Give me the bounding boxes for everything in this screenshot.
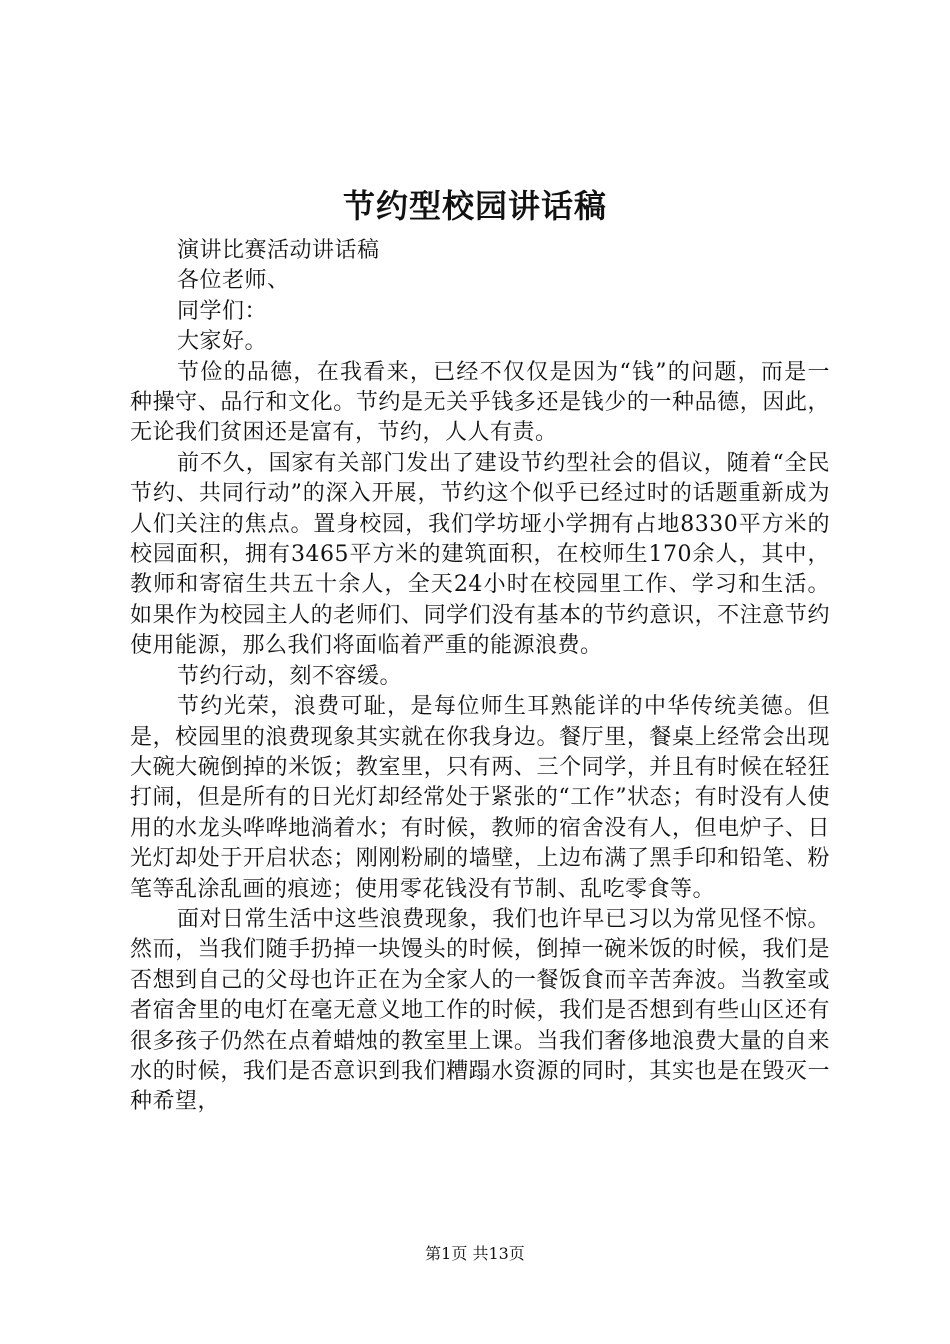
paragraph-subtitle: 演讲比赛活动讲话稿 [177,238,380,263]
paragraph-greeting: 大家好。 [177,329,268,355]
document-title: 节约型校园讲话稿 [342,187,607,225]
paragraph-national-initiative: 前不久，国家有关部门发出了建设节约型社会的倡议，随着“全民节约、共同行动”的深入开展，节约这个似乎已经过时的话题重新成为人们关注的焦点。置身校园，我们学坊垭小学拥有占地8330平方米的校园面积，拥有3465平方米的建筑面积，在校师生170余人，其中，教师和寄宿生共五十余人，全天24小时在校园里工作、学习和生活。如果作为校园主人的老师们、同学们没有基本的节约意识，不注意节约使用能源，那么我们将面临着严重的能源浪费。 [130,450,830,659]
paragraph-salutation-students: 同学们： [177,298,268,324]
paragraph-salutation-teachers: 各位老师、 [177,268,290,294]
paragraph-urgent-action: 节约行动，刻不容缓。 [177,663,403,689]
document-body [130,236,830,1118]
paragraph-waste-examples: 节约光荣，浪费可耻，是每位师生耳熟能详的中华传统美德。但是，校园里的浪费现象其实就在你我身边。餐厅里，餐桌上经常会出现大碗大碗倒掉的米饭；教室里，只有两、三个同学，并且有时候在轻狂打闹，但是所有的日光灯却经常处于紧张的“工作”状态；有时没有人使用的水龙头哗哗地淌着水；有时候，教师的宿舍没有人，但电炉子、日光灯却处于开启状态；刚刚粉刷的墙壁，上边布满了黑手印和铅笔、粉笔等乱涂乱画的痕迹；使用零花钱没有节制、乱吃零食等。 [130,694,830,902]
paragraph-frugality-virtue: 节俭的品德，在我看来，已经不仅仅是因为“钱”的问题，而是一种操守、品行和文化。节约是无关乎钱多还是钱少的一种品德，因此，无论我们贫困还是富有，节约，人人有责。 [130,359,830,446]
paragraph-reflection: 面对日常生活中这些浪费现象，我们也许早已习以为常见怪不惊。然而，当我们随手扔掉一块馒头的时候，倒掉一碗米饭的时候，我们是否想到自己的父母也许正在为全家人的一餐饭食而辛苦奔波。当教室或者宿舍里的电灯在毫无意义地工作的时候，我们是否想到有些山区还有很多孩子仍然在点着蜡烛的教室里上课。当我们奢侈地浪费大量的自来水的时候，我们是否意识到我们糟蹋水资源的同时，其实也是在毁灭一种希望， [130,906,830,1115]
page-number-footer: 第1页 共13页 [425,1244,525,1263]
